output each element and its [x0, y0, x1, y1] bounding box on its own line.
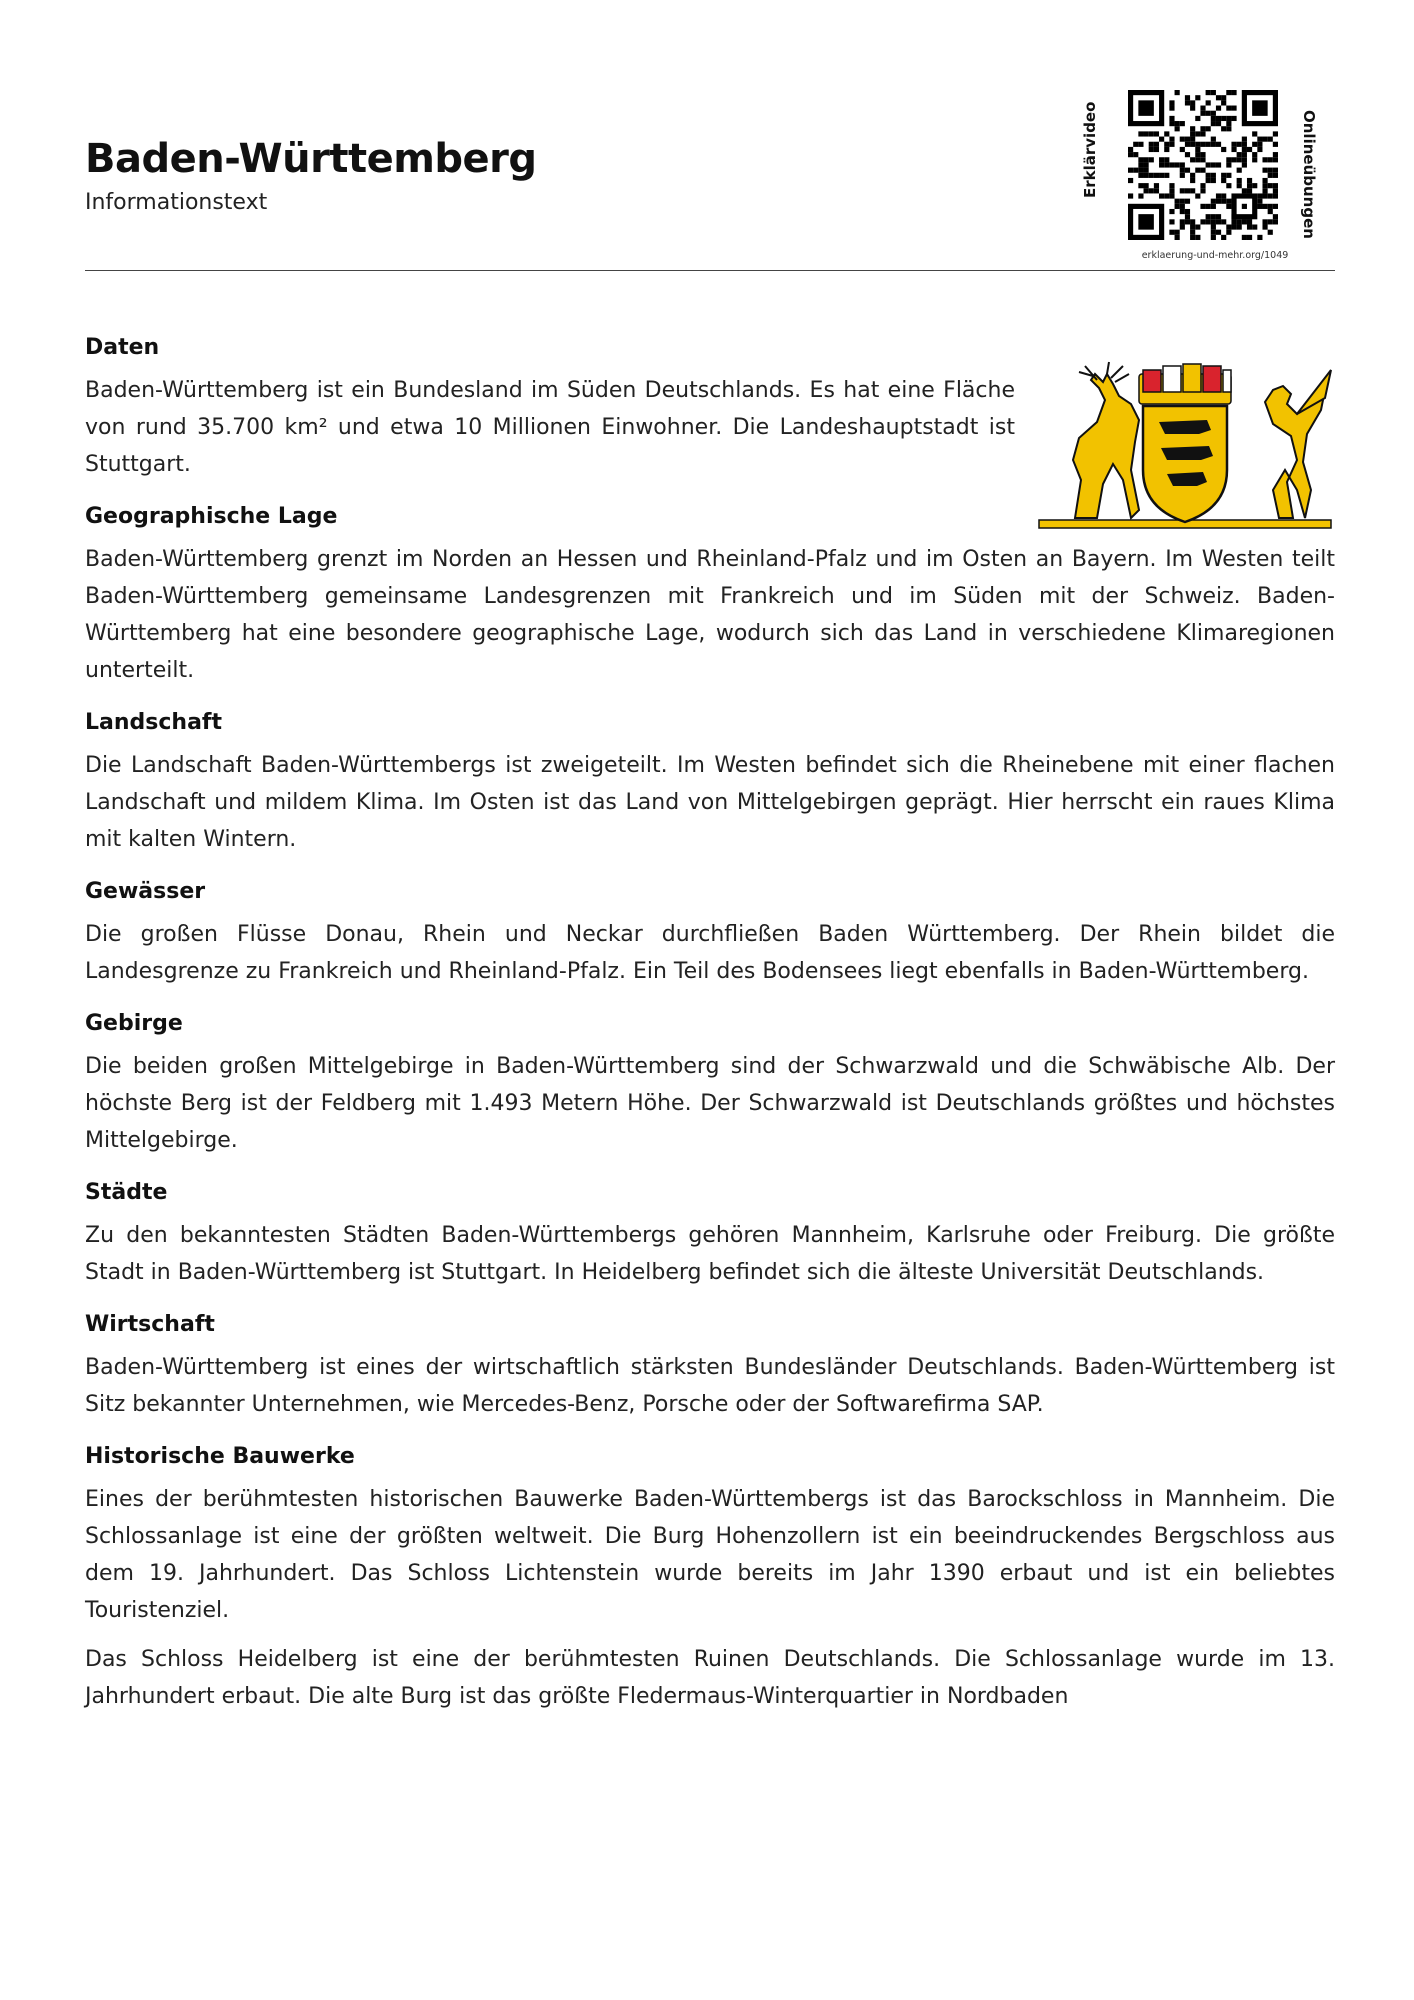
section: [85, 1006, 1335, 1159]
section-paragraph: Baden-Württemberg ist ein Bundesland im Süden Deutschlands. Es hat eine Fläche von rund 35.700 km² und etwa 10 Millionen Einwohner. Die Landeshauptstadt ist Stuttgart.: [85, 378, 1015, 477]
section-paragraph: Eines der berühmtesten historischen Bauwerke Baden-Württembergs ist das Barockschloss in Mannheim. Die Schlossanlage ist eine der größten weltweit. Die Burg Hohenzollern ist ein beeindruckendes Bergschloss aus dem 19. Jahrhundert. Das Schloss Lichtenstein wurde bereits im Jahr 1390 erbaut und ist ein beliebtes Touristenziel.: [85, 1487, 1335, 1623]
page-subtitle: Informationstext: [85, 190, 268, 215]
section-heading: Gebirge: [85, 1011, 183, 1036]
section: [85, 705, 1335, 858]
qr-code-icon[interactable]: [1128, 90, 1278, 240]
page-title: Baden-Württemberg: [85, 136, 537, 182]
qr-block: [1081, 88, 1335, 268]
section-heading: Landschaft: [85, 710, 223, 735]
qr-right-label: Onlineübungen: [1300, 110, 1318, 239]
section-paragraph: Die beiden großen Mittelgebirge in Baden-Württemberg sind der Schwarzwald und die Schwäbische Alb. Der höchste Berg ist der Feldberg mit 1.493 Metern Höhe. Der Schwarzwald ist Deutschlands größtes und höchstes Mittelgebirge.: [85, 1054, 1335, 1153]
section: [85, 1439, 1335, 1715]
section: [85, 874, 1335, 990]
section-paragraph: Das Schloss Heidelberg ist eine der berühmtesten Ruinen Deutschlands. Die Schlossanlage wurde im 13. Jahrhundert erbaut. Die alte Burg ist das größte Fledermaus-Winterquartier in Nordbaden: [85, 1647, 1335, 1709]
section: [85, 330, 1335, 483]
section-paragraph: Zu den bekanntesten Städten Baden-Württembergs gehören Mannheim, Karlsruhe oder Freiburg. Die größte Stadt in Baden-Württemberg ist Stuttgart. In Heidelberg befindet sich die älteste Universität Deutschlands.: [85, 1223, 1335, 1285]
section-heading: Wirtschaft: [85, 1312, 215, 1337]
main-content: [85, 330, 1335, 1731]
qr-url[interactable]: erklaerung-und-mehr.org/1049: [1141, 250, 1289, 261]
section-heading: Gewässer: [85, 879, 206, 904]
section-heading: Städte: [85, 1180, 168, 1205]
section: [85, 1307, 1335, 1423]
section-heading: Historische Bauwerke: [85, 1444, 355, 1469]
section-paragraph: Baden-Württemberg ist eines der wirtschaftlich stärksten Bundesländer Deutschlands. Baden-Württemberg ist Sitz bekannter Unternehmen, wie Mercedes-Benz, Porsche oder der Softwarefirma SAP.: [85, 1355, 1335, 1417]
section: [85, 1175, 1335, 1291]
qr-left-label: Erklärvideo: [1081, 101, 1099, 198]
section-paragraph: Die Landschaft Baden-Württembergs ist zweigeteilt. Im Westen befindet sich die Rheinebene mit einer flachen Landschaft und mildem Klima. Im Osten ist das Land von Mittelgebirgen geprägt. Hier herrscht ein raues Klima mit kalten Wintern.: [85, 753, 1335, 852]
section-heading: Geographische Lage: [85, 504, 338, 529]
header-divider: [85, 270, 1335, 271]
section-paragraph: Baden-Württemberg grenzt im Norden an Hessen und Rheinland-Pfalz und im Osten an Bayern. Im Westen teilt Baden-Württemberg gemeinsame Landesgrenzen mit Frankreich und im Süden mit der Schweiz. Baden-Württemberg hat eine besondere geographische Lage, wodurch sich das Land in verschiedene Klimaregionen unterteilt.: [85, 547, 1335, 683]
section-paragraph: Die großen Flüsse Donau, Rhein und Neckar durchfließen Baden Württemberg. Der Rhein bildet die Landesgrenze zu Frankreich und Rheinland-Pfalz. Ein Teil des Bodensees liegt ebenfalls in Baden-Württemberg.: [85, 922, 1335, 984]
section-heading: Daten: [85, 335, 160, 360]
section: [85, 499, 1335, 689]
